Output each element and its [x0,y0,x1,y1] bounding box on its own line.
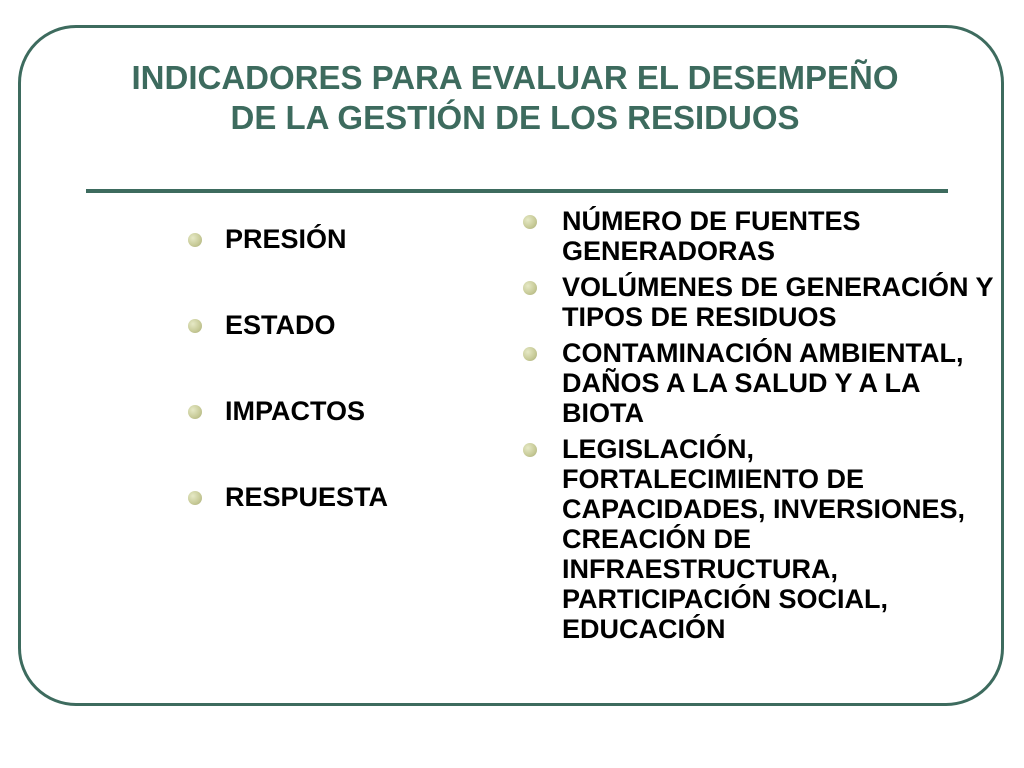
slide-title: INDICADORES PARA EVALUAR EL DESEMPEÑO DE LA GESTIÓN DE LOS RESIDUOS [131,59,899,136]
indicator-category-list [185,222,388,566]
bullet-icon [523,347,537,361]
indicator-detail-list [520,206,1000,650]
list-item [520,338,1000,428]
list-item [185,308,388,394]
bullet-icon [188,405,202,419]
detail-label-legislacion: LEGISLACIÓN, FORTALECIMIENTO DE CAPACIDADES, INVERSIONES, CREACIÓN DE INFRAESTRUCTURA, PARTICIPACIÓN SOCIAL, EDUCACIÓN [562,434,966,644]
list-item [520,272,1000,332]
list-item [520,206,1000,266]
detail-label-contaminacion: CONTAMINACIÓN AMBIENTAL, DAÑOS A LA SALUD Y A LA BIOTA [562,338,964,428]
list-item [520,434,1000,644]
list-item [185,394,388,480]
bullet-icon [523,281,537,295]
title-divider [86,189,948,193]
bullet-icon [523,443,537,457]
list-item [185,222,388,308]
category-label-estado: ESTADO [225,310,336,340]
list-item [185,480,388,566]
bullet-icon [188,491,202,505]
category-label-impactos: IMPACTOS [225,396,366,426]
detail-label-volumenes: VOLÚMENES DE GENERACIÓN Y TIPOS DE RESIDUOS [562,272,994,332]
category-label-respuesta: RESPUESTA [225,482,389,512]
bullet-icon [523,215,537,229]
bullet-icon [188,233,202,247]
detail-label-fuentes: NÚMERO DE FUENTES GENERADORAS [562,206,861,266]
category-label-presion: PRESIÓN [225,224,347,254]
bullet-icon [188,319,202,333]
